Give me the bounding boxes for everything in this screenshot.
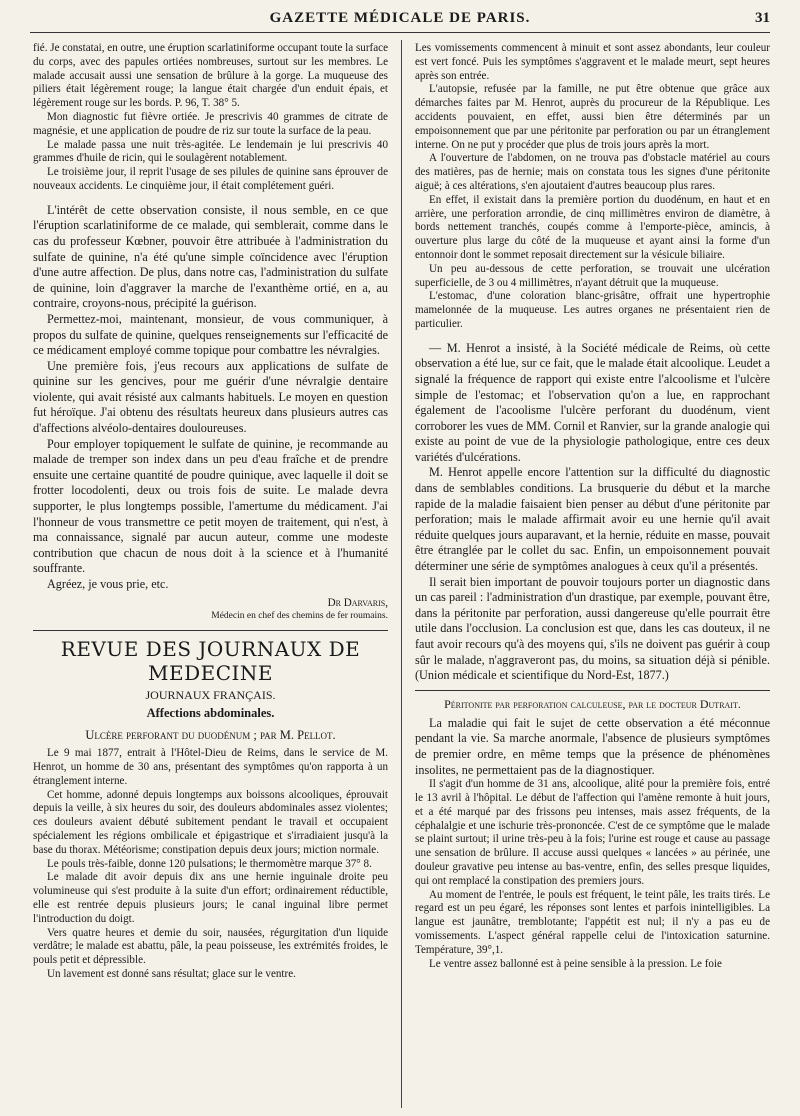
signature-name: Dr Darvaris,: [327, 596, 388, 609]
paragraph: fié. Je constatai, en outre, une éruption scarlatiniforme occupant toute la surface du corps, avec des papules ortiées nombreuses, surtout sur les membres. Le malade accusait aussi une sensation de brûlure à la gorge. La muqueuse des piliers était légèrement rouge; la langue était chargée d'un enduit épais, et légèrement rouge sur les bords. P. 96, T. 38° 5.: [33, 42, 388, 110]
paragraph: L'intérêt de cette observation consiste, il nous semble, en ce que l'éruption scarlatiniforme de ce malade, qui semblerait, comme dans le cas du professeur Kœbner, pouvoir être attribuée à l'administration du sulfate de quinine, n'a été qu'une simple coïncidence avec l'éruption d'une autre affection. De plus, dans notre cas, l'administration du sulfate de quinine, loin d'aggraver la marche de l'exanthème ortié, en a, au contraire, croyons-nous, précipité la guérison.: [33, 202, 388, 311]
paragraph: Mon diagnostic fut fièvre ortiée. Je prescrivis 40 grammes de citrate de magnésie, et une application de poudre de riz sur toute la surface de la peau.: [33, 110, 388, 137]
paragraph: Le pouls très-faible, donne 120 pulsations; le thermomètre marque 37° 8.: [47, 857, 372, 870]
section-divider: [415, 690, 770, 691]
left-column: [33, 42, 388, 1107]
column-divider: [401, 40, 402, 1108]
paragraph: Permettez-moi, maintenant, monsieur, de vous communiquer, à propos du sulfate de quinine, quelques renseignements sur l'efficacité de ce médicament employé comme topique pour combattre les névralgies.: [33, 311, 388, 358]
signature: [33, 597, 388, 611]
paragraph: Il s'agit d'un homme de 31 ans, alcoolique, alité pour la première fois, entré le 13 avril à l'hôpital. Le début de l'affection qui l'amène remonte à huit jours, et a été marqué par des frissons peu intenses, mais assez fréquents, de la céphalalgie et une ischurie très-prononcée. C'est de ce symptôme que le malade se plaint surtout; il urine très-peu à la fois; l'urine est rouge et cause au passage une sensation de brûlure. Il accuse aussi quelques « lancées » au périnée, une douleur gravative peu intense au bas-ventre, enfin, des selles presque liquides, qui ont remplacé la constipation des premiers jours.: [415, 778, 770, 887]
journal-title: GAZETTE MÉDICALE DE PARIS.: [269, 10, 531, 26]
paragraph: A l'ouverture de l'abdomen, on ne trouva pas d'obstacle matériel au cours des matières, pas de hernie; mais on constata tous les signes d'une péritonite aiguë; à ces altérations, s'en ajoutaient d'autres beaucoup plus rares.: [415, 152, 770, 192]
paragraph: Le ventre assez ballonné est à peine sensible à la pression. Le foie: [429, 957, 722, 970]
signature-role: Médecin en chef des chemins de fer roumains.: [211, 611, 388, 622]
commentary-body: [415, 341, 770, 684]
right-column: [415, 42, 770, 1107]
paragraph: Agréez, je vous prie, etc.: [47, 577, 169, 592]
paragraph: M. Henrot appelle encore l'attention sur la difficulté du diagnostic dans de semblables conditions. La brusquerie du début et la marche rapide de la maladie faisaient bien penser au début d'une péritonite par perforation; mais le malade affirmait avoir eu une hernie qu'il avait réduite quelques jours auparavant, et la hernie, réduite en masse, pouvait être étranglée par le collet du sac. Enfin, un empoisonnement pouvait déterminer une série de symptômes analogues à ceux qu'il a présentés.: [415, 465, 770, 574]
paragraph: Il serait bien important de pouvoir toujours porter un diagnostic dans un cas pareil : l'administration d'un drastique, par exemple, pouvant être, dans la péritonite par perforation, aussi dangereuse qu'elle pourrait être utile dans l'occlusion. La conclusion est que, dans les cas douteux, il ne faut avoir recours qu'à des moyens qui, s'ils ne doivent pas guérir à coup sûr le malade, n'aggraveront pas, du moins, sa situation déjà si pénible. (Union médicale et scientifique du Nord-Est, 1877.): [415, 574, 770, 683]
section-subtitle: JOURNAUX FRANÇAIS.: [145, 688, 276, 703]
paragraph: L'autopsie, refusée par la famille, ne put être obtenue que grâce aux démarches faites par M. Henrot, auprès du procureur de la République. Les accidents pouvaient, en effet, aussi bien être déterminés par un empoisonnement que par une péritonite par perforation ou par un étranglement interne. On ne put y procéder que plus de trois jours après la mort.: [415, 83, 770, 151]
section-topic: Affections abdominales.: [146, 706, 275, 721]
paragraph: Cet homme, adonné depuis longtemps aux boissons alcooliques, éprouvait depuis la veille, à six heures du soir, des douleurs abdominales assez violentes; ces douleurs avaient débuté subitement pendant le travail et occupaient spécialement les régions ombilicale et épigastrique et s'irradiaient jusqu'à la base du thorax. Météorisme; constipation depuis deux jours; miction normale.: [33, 788, 388, 856]
section-title: REVUE DES JOURNAUX DE MEDECINE: [60, 637, 361, 686]
paragraph: Les vomissements commencent à minuit et sont assez abondants, leur couleur est vert foncé. Puis les symptômes s'aggravent et le malade meurt, sept heures après son entrée.: [415, 42, 770, 82]
paragraph: Un lavement est donné sans résultat; glace sur le ventre.: [47, 967, 296, 980]
paragraph: Une première fois, j'eus recours aux applications de sulfate de quinine sur les gencives, pour me guérir d'une névralgie dentaire violente, qui avait résisté aux calmants habituels. Le moyen en question fut héroïque. J'ai obtenu des résultats heureux dans plusieurs autres cas d'affections alvéolo-dentaires douloureuses.: [33, 358, 388, 436]
article-body: [415, 716, 770, 778]
paragraph: Le malade dit avoir depuis dix ans une hernie inguinale droite peu volumineuse qui s'est produite à la suite d'un effort; ordinairement réductible, elle est rentrée depuis plusieurs jours; le canal inguinal libre permet l'introduction du doigt.: [33, 871, 388, 925]
letter-body: [33, 203, 388, 593]
paragraph: — M. Henrot a insisté, à la Société médicale de Reims, où cette observation a été lue, sur ce fait, que le malade était alcoolique. Leudet a signalé la fréquence de rapport qui existe entre l'alcoolisme et l'ulcère simple de l'estomac; et l'observation qu'on a lue, en rapprochant également de l'acoolisme l'ulcère perforant du duodénum, vient corroborer les vues de MM. Cornil et Ranvier, sur la grande analogie qui existe au point de vue de la physiologie pathologique, entre ces deux variétés d'ulcérations.: [415, 340, 770, 464]
paragraph: L'estomac, d'une coloration blanc-grisâtre, offrait une hypertrophie mamelonnée de la muqueuse. Les autres organes ne présentaient rien de particulier.: [415, 290, 770, 330]
paragraph: Vers quatre heures et demie du soir, nausées, régurgitation d'un liquide verdâtre; le malade est abattu, pâle, la peau poisseuse, les extrémités froides, le pouls petit et dépressible.: [33, 926, 388, 967]
article-title: Péritonite par perforation calculeuse, par le docteur Dutrait.: [444, 696, 741, 711]
paragraph: Pour employer topiquement le sulfate de quinine, je recommande au malade de tremper son index dans un peu d'eau fraîche et de prendre ensuite une certaine quantité de poudre quinique, avec laquelle il doit se frotter locodolenti, deux ou trois fois de suite. Le malade devra supporter, le plus longtemps possible, l'amertume du médicament. J'ai l'honneur de vous transmettre ce petit moyen de traitement, qui n'est, à ma connaissance, signalé par aucun auteur, comme une modeste contribution que chacun de nous doit à la science et à l'humanité souffrante.: [33, 436, 388, 576]
page-header: [30, 8, 770, 33]
paragraph: Le troisième jour, il reprit l'usage de ses pilules de quinine sans éprouver de nouveaux accidents. Le cinquième jour, il était complétement guéri.: [33, 166, 388, 192]
page-number: 31: [755, 10, 770, 26]
article-title: Ulcère perforant du duodénum ; par M. Pellot.: [85, 728, 336, 743]
paragraph: Un peu au-dessous de cette perforation, se trouvait une ulcération superficielle, de 3 ou 4 millimètres, n'ayant détruit que la muqueuse.: [415, 262, 770, 289]
paragraph: En effet, il existait dans la première portion du duodénum, en haut et en arrière, une perforation arrondie, de cinq millimètres environ de diamètre, à bords nettement tranchés, coupés comme à l'emporte-pièce, amincis, à ouverture plus large du côté de la muqueuse et ayant ainsi la forme d'un entonnoir dont le sommet reposait directement sur la vésicule biliaire.: [415, 193, 770, 261]
paragraph: Le malade passa une nuit très-agitée. Le lendemain je lui prescrivis 40 grammes d'huile de ricin, qui le soulagèrent notablement.: [33, 138, 388, 165]
paragraph: Au moment de l'entrée, le pouls est fréquent, le teint pâle, les traits tirés. Le regard est un peu égaré, les réponses sont lentes et parfois inintelligibles. La langue est jaunâtre, tremblotante; l'appétit est nul; il n'y a pas eu de vomissements. L'aspect général rappelle celui de l'intoxication saturnine. Température, 39°,1.: [415, 888, 770, 956]
section-divider: [33, 630, 388, 631]
paragraph: Le 9 mai 1877, entrait à l'Hôtel-Dieu de Reims, dans le service de M. Henrot, un homme de 30 ans, présentant des symptômes qu'on rapporta à un étranglement interne.: [33, 747, 388, 787]
paragraph: La maladie qui fait le sujet de cette observation a été méconnue pendant la vie. Sa marche anormale, l'absence de plusieurs symptômes de premier ordre, en même temps que la présence de phénomènes insolites, ne permettaient pas de la diagnostiquer.: [415, 715, 770, 777]
